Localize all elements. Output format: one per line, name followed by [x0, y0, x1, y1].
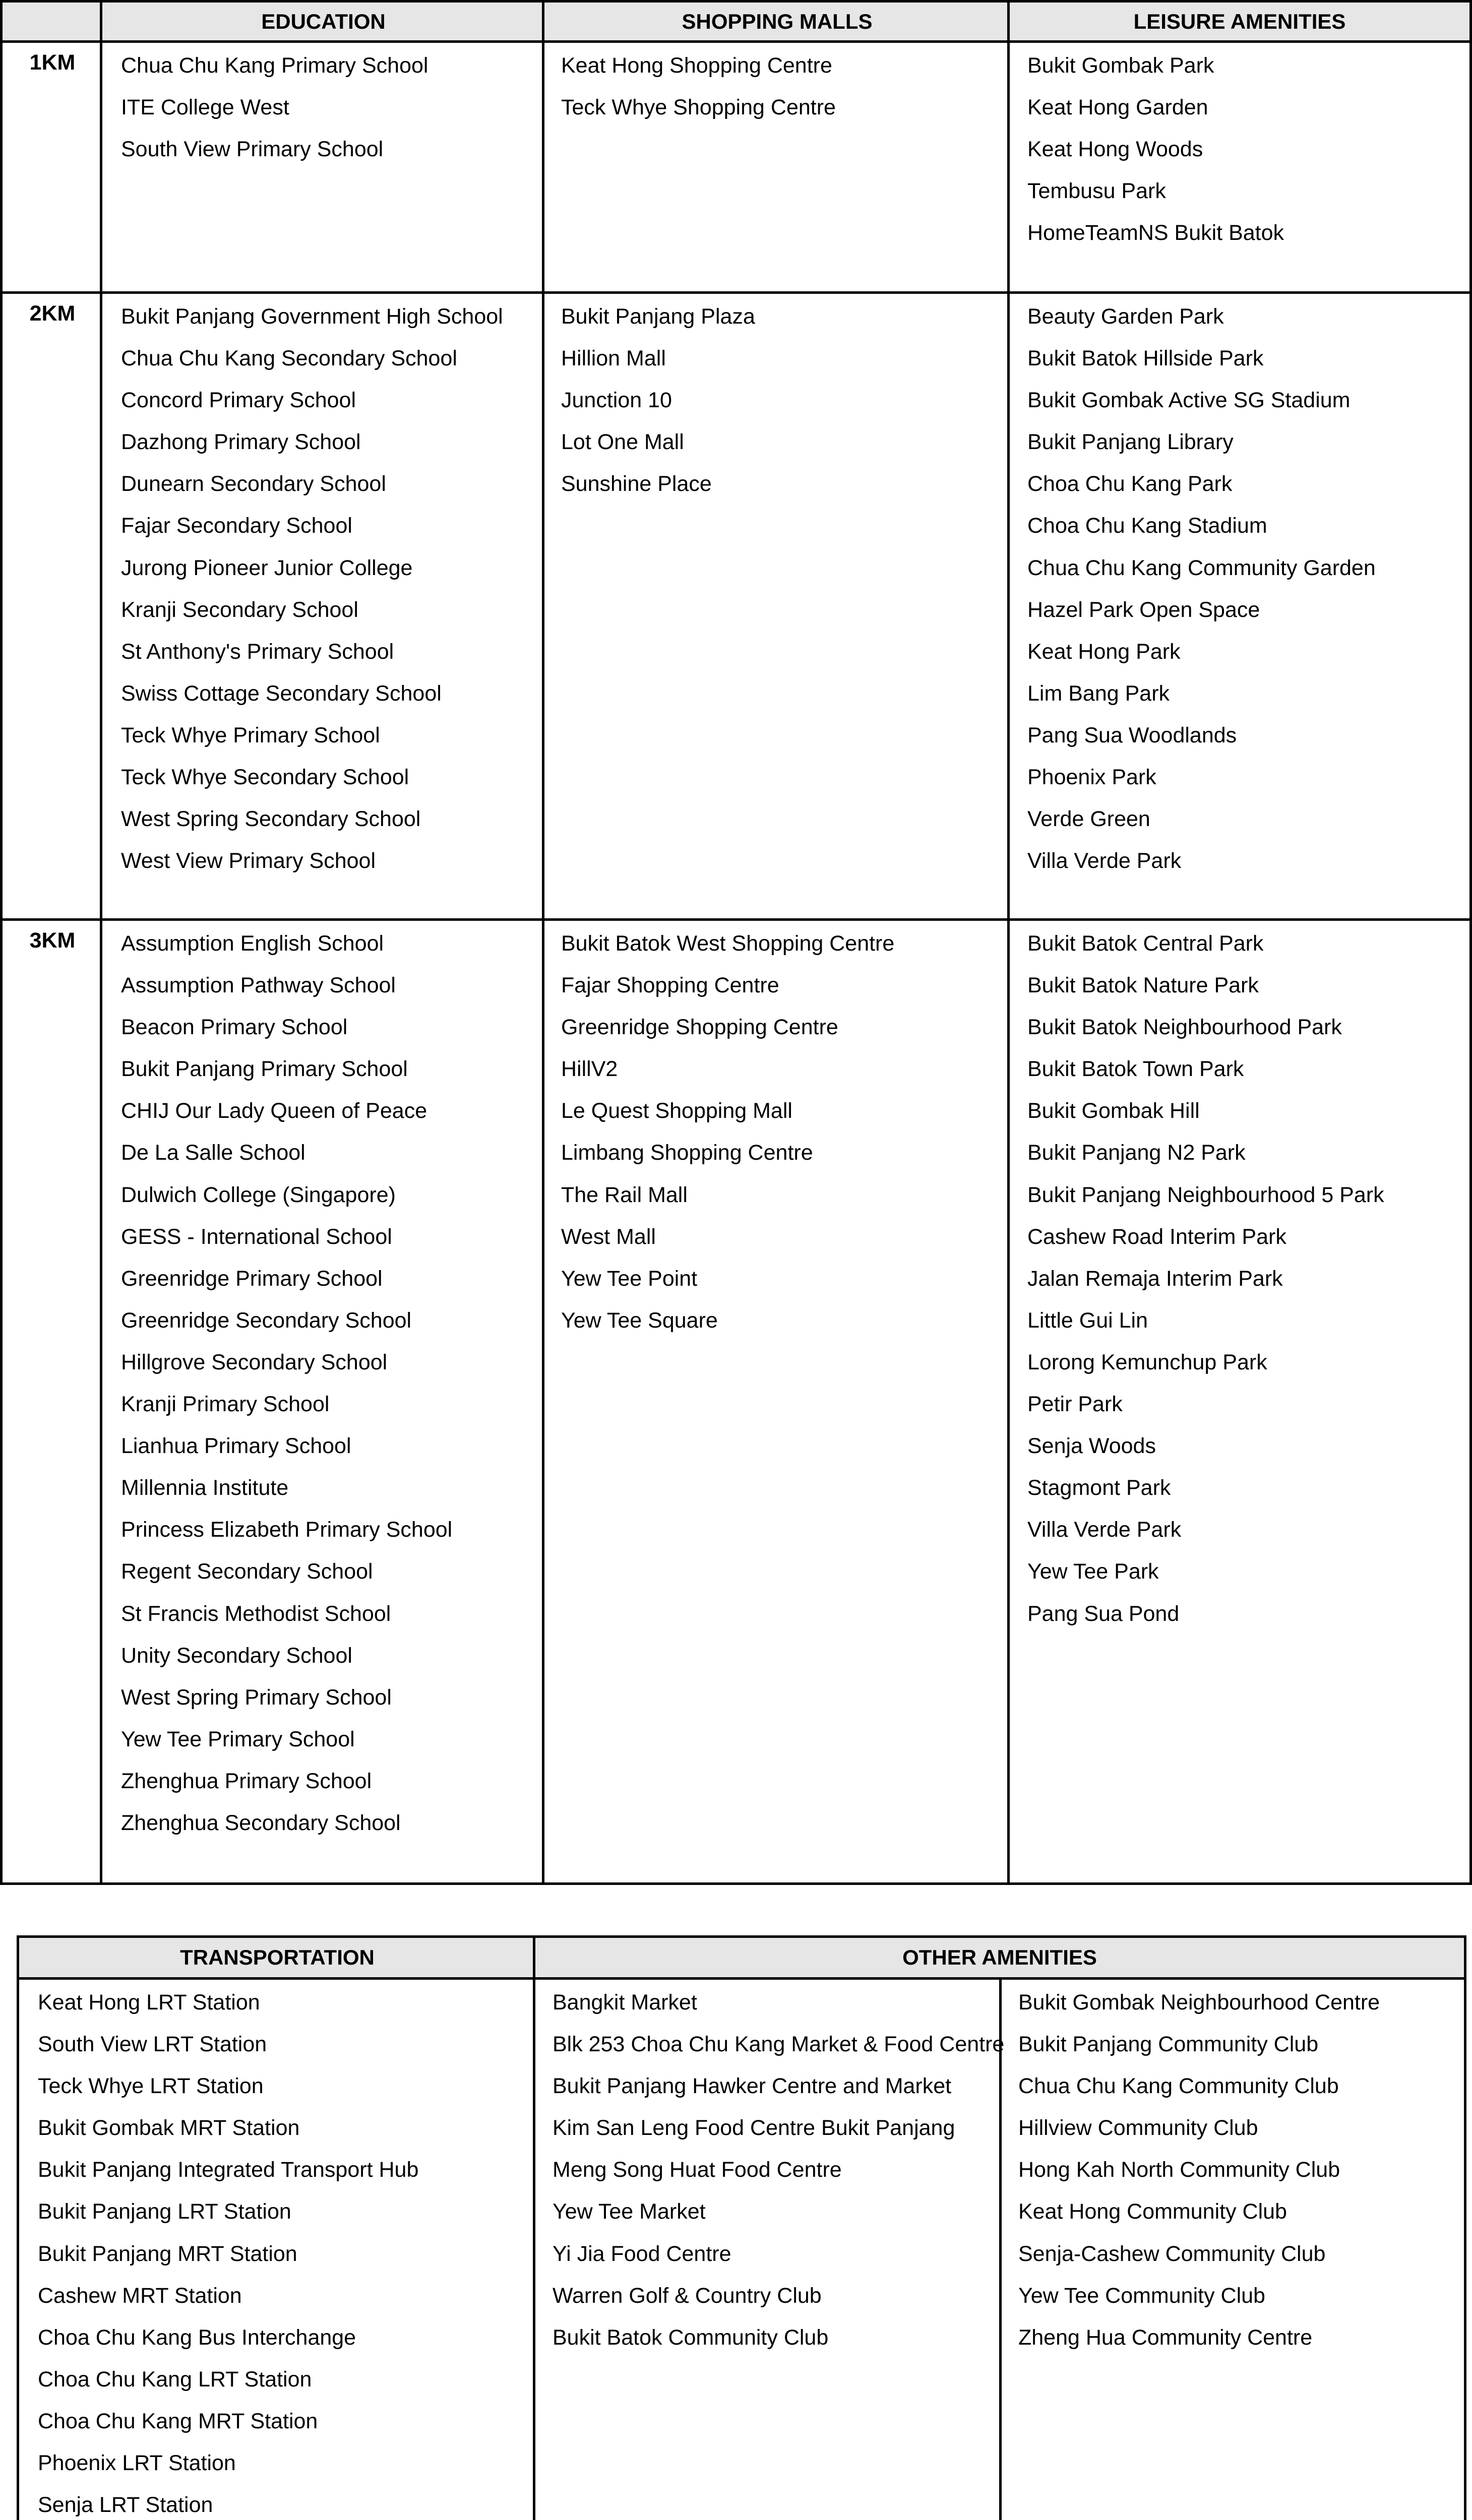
- other-amenities-list-1: [553, 1987, 1004, 2364]
- list-item: Choa Chu Kang Park: [1027, 472, 1233, 496]
- list-item: Senja LRT Station: [38, 2493, 213, 2517]
- list-item: Bukit Panjang Community Club: [1018, 2032, 1319, 2057]
- list-item: Zhenghua Primary School: [121, 1769, 372, 1793]
- list-item: Hillview Community Club: [1018, 2116, 1258, 2140]
- list-item: Teck Whye Primary School: [121, 723, 380, 747]
- list-item: Le Quest Shopping Mall: [561, 1099, 792, 1123]
- list-item: Pang Sua Pond: [1027, 1601, 1180, 1626]
- list-item: Fajar Shopping Centre: [561, 973, 779, 998]
- list-item: Dazhong Primary School: [121, 430, 361, 455]
- list-item: Yew Tee Square: [561, 1308, 718, 1333]
- list-item: Choa Chu Kang Bus Interchange: [38, 2325, 356, 2350]
- list-item: Bukit Gombak Active SG Stadium: [1027, 388, 1351, 413]
- list-item: Greenridge Shopping Centre: [561, 1015, 838, 1040]
- list-item: Choa Chu Kang MRT Station: [38, 2409, 318, 2433]
- list-item: Villa Verde Park: [1027, 849, 1182, 873]
- list-item: Cashew Road Interim Park: [1027, 1224, 1286, 1249]
- list-item: Hazel Park Open Space: [1027, 597, 1260, 622]
- transportation-list: [38, 1987, 418, 2520]
- list-item: Bukit Gombak MRT Station: [38, 2116, 300, 2140]
- list-item: Kranji Secondary School: [121, 597, 358, 622]
- distance-label-2km: 2KM: [29, 301, 76, 326]
- list-item: Bukit Panjang Neighbourhood 5 Park: [1027, 1182, 1384, 1207]
- list-item: Tembusu Park: [1027, 179, 1166, 204]
- list-item: The Rail Mall: [561, 1182, 688, 1207]
- list-item: Hillion Mall: [561, 346, 666, 371]
- transportation-and-amenities-table: [17, 1935, 1466, 2520]
- shopping-list-2km: [561, 301, 755, 511]
- list-item: South View LRT Station: [38, 2032, 267, 2057]
- list-item: Greenridge Primary School: [121, 1266, 383, 1291]
- list-item: Zhenghua Secondary School: [121, 1810, 401, 1835]
- list-item: Bukit Batok Nature Park: [1027, 973, 1259, 998]
- leisure-list-2km: [1027, 301, 1376, 888]
- list-item: Regent Secondary School: [121, 1559, 373, 1584]
- list-item: Keat Hong Shopping Centre: [561, 53, 832, 78]
- list-item: Hong Kah North Community Club: [1018, 2158, 1340, 2182]
- list-item: Greenridge Secondary School: [121, 1308, 412, 1333]
- column-divider: [1007, 3, 1010, 1882]
- list-item: Chua Chu Kang Primary School: [121, 53, 428, 78]
- header-blank: [3, 3, 102, 43]
- list-item: Choa Chu Kang Stadium: [1027, 514, 1267, 538]
- list-item: Swiss Cottage Secondary School: [121, 681, 442, 706]
- list-item: Keat Hong Park: [1027, 639, 1181, 664]
- list-item: ITE College West: [121, 95, 289, 120]
- list-item: Senja Woods: [1027, 1434, 1156, 1459]
- list-item: Limbang Shopping Centre: [561, 1141, 813, 1165]
- list-item: Yew Tee Primary School: [121, 1727, 355, 1751]
- list-item: Dulwich College (Singapore): [121, 1182, 396, 1207]
- header-other-amenities: OTHER AMENITIES: [535, 1938, 1464, 1980]
- list-item: Bukit Batok Neighbourhood Park: [1027, 1015, 1342, 1040]
- list-item: Bukit Batok Town Park: [1027, 1057, 1244, 1082]
- list-item: Pang Sua Woodlands: [1027, 723, 1237, 747]
- list-item: Bukit Gombak Neighbourhood Centre: [1018, 1990, 1380, 2014]
- list-item: Bukit Panjang Library: [1027, 430, 1234, 455]
- leisure-list-3km: [1027, 928, 1384, 1641]
- list-item: Bukit Panjang Plaza: [561, 304, 755, 329]
- list-item: Keat Hong Garden: [1027, 95, 1208, 120]
- list-item: Jurong Pioneer Junior College: [121, 555, 413, 580]
- list-item: Bukit Panjang N2 Park: [1027, 1141, 1246, 1165]
- shopping-list-3km: [561, 928, 894, 1347]
- list-item: Teck Whye Secondary School: [121, 765, 409, 790]
- list-item: Meng Song Huat Food Centre: [553, 2158, 842, 2182]
- list-item: St Anthony's Primary School: [121, 639, 394, 664]
- other-amenities-list-2: [1018, 1987, 1380, 2364]
- list-item: Unity Secondary School: [121, 1643, 352, 1668]
- list-item: Bukit Batok West Shopping Centre: [561, 931, 895, 956]
- list-item: Bukit Panjang Primary School: [121, 1057, 408, 1082]
- list-item: Lorong Kemunchup Park: [1027, 1350, 1267, 1374]
- list-item: Phoenix Park: [1027, 765, 1156, 790]
- list-item: Princess Elizabeth Primary School: [121, 1518, 453, 1542]
- list-item: Phoenix LRT Station: [38, 2451, 236, 2476]
- education-list-3km: [121, 928, 452, 1850]
- list-item: Fajar Secondary School: [121, 514, 352, 538]
- shopping-list-1km: [561, 50, 836, 134]
- list-item: Verde Green: [1027, 807, 1150, 832]
- list-item: De La Salle School: [121, 1141, 305, 1165]
- list-item: Bangkit Market: [553, 1990, 697, 2014]
- list-item: HomeTeamNS Bukit Batok: [1027, 221, 1284, 245]
- list-item: Yew Tee Point: [561, 1266, 698, 1291]
- list-item: St Francis Methodist School: [121, 1601, 391, 1626]
- list-item: Kim San Leng Food Centre Bukit Panjang: [553, 2116, 955, 2140]
- list-item: Stagmont Park: [1027, 1476, 1171, 1500]
- list-item: Teck Whye Shopping Centre: [561, 95, 836, 120]
- distance-label-3km: 3KM: [29, 928, 76, 953]
- list-item: Bukit Panjang Government High School: [121, 304, 503, 329]
- list-item: Warren Golf & Country Club: [553, 2283, 822, 2308]
- list-item: Yew Tee Market: [553, 2199, 706, 2224]
- list-item: West Mall: [561, 1224, 656, 1249]
- list-item: Bukit Batok Central Park: [1027, 931, 1264, 956]
- list-item: South View Primary School: [121, 137, 384, 162]
- list-item: Bukit Panjang LRT Station: [38, 2199, 291, 2224]
- header-education: EDUCATION: [102, 3, 544, 43]
- list-item: Choa Chu Kang LRT Station: [38, 2367, 312, 2391]
- list-item: CHIJ Our Lady Queen of Peace: [121, 1099, 427, 1123]
- education-list-1km: [121, 50, 428, 176]
- list-item: Keat Hong LRT Station: [38, 1990, 260, 2014]
- list-item: Bukit Batok Hillside Park: [1027, 346, 1264, 371]
- education-list-2km: [121, 301, 503, 888]
- list-item: Bukit Panjang MRT Station: [38, 2241, 297, 2266]
- header-leisure-amenities: LEISURE AMENITIES: [1010, 3, 1469, 43]
- row-divider: [3, 291, 1469, 294]
- list-item: Chua Chu Kang Community Garden: [1027, 555, 1376, 580]
- list-item: Yi Jia Food Centre: [553, 2241, 731, 2266]
- list-item: Teck Whye LRT Station: [38, 2074, 264, 2099]
- list-item: Keat Hong Woods: [1027, 137, 1203, 162]
- list-item: Sunshine Place: [561, 472, 712, 496]
- row-divider: [3, 918, 1469, 921]
- list-item: GESS - International School: [121, 1224, 392, 1249]
- list-item: Bukit Panjang Hawker Centre and Market: [553, 2074, 952, 2099]
- list-item: Assumption Pathway School: [121, 973, 396, 998]
- list-item: Millennia Institute: [121, 1476, 289, 1500]
- list-item: Beacon Primary School: [121, 1015, 348, 1040]
- list-item: Blk 253 Choa Chu Kang Market & Food Centre: [553, 2032, 1005, 2057]
- list-item: Lim Bang Park: [1027, 681, 1170, 706]
- column-divider: [542, 3, 544, 1882]
- list-item: Chua Chu Kang Community Club: [1018, 2074, 1339, 2099]
- list-item: Jalan Remaja Interim Park: [1027, 1266, 1283, 1291]
- list-item: Beauty Garden Park: [1027, 304, 1224, 329]
- list-item: Zheng Hua Community Centre: [1018, 2325, 1313, 2350]
- list-item: Kranji Primary School: [121, 1392, 330, 1417]
- list-item: Junction 10: [561, 388, 672, 413]
- column-divider: [533, 1938, 535, 2520]
- list-item: West Spring Primary School: [121, 1685, 392, 1710]
- list-item: Little Gui Lin: [1027, 1308, 1148, 1333]
- list-item: Yew Tee Park: [1027, 1559, 1159, 1584]
- list-item: HillV2: [561, 1057, 618, 1082]
- distance-label-1km: 1KM: [29, 50, 76, 75]
- header-shopping-malls: SHOPPING MALLS: [544, 3, 1010, 43]
- list-item: Concord Primary School: [121, 388, 356, 413]
- list-item: Cashew MRT Station: [38, 2283, 242, 2308]
- list-item: Chua Chu Kang Secondary School: [121, 346, 457, 371]
- list-item: Dunearn Secondary School: [121, 472, 386, 496]
- list-item: Yew Tee Community Club: [1018, 2283, 1265, 2308]
- header-transportation: TRANSPORTATION: [19, 1938, 535, 1980]
- list-item: Senja-Cashew Community Club: [1018, 2241, 1326, 2266]
- list-item: Bukit Panjang Integrated Transport Hub: [38, 2158, 419, 2182]
- list-item: Assumption English School: [121, 931, 384, 956]
- list-item: Bukit Batok Community Club: [553, 2325, 829, 2350]
- list-item: Bukit Gombak Hill: [1027, 1099, 1200, 1123]
- list-item: West Spring Secondary School: [121, 807, 421, 832]
- list-item: Lianhua Primary School: [121, 1434, 351, 1459]
- list-item: Keat Hong Community Club: [1018, 2199, 1287, 2224]
- list-item: Villa Verde Park: [1027, 1518, 1182, 1542]
- list-item: Petir Park: [1027, 1392, 1123, 1417]
- leisure-list-1km: [1027, 50, 1284, 260]
- list-item: West View Primary School: [121, 849, 376, 873]
- list-item: Hillgrove Secondary School: [121, 1350, 388, 1374]
- list-item: Lot One Mall: [561, 430, 684, 455]
- list-item: Bukit Gombak Park: [1027, 53, 1214, 78]
